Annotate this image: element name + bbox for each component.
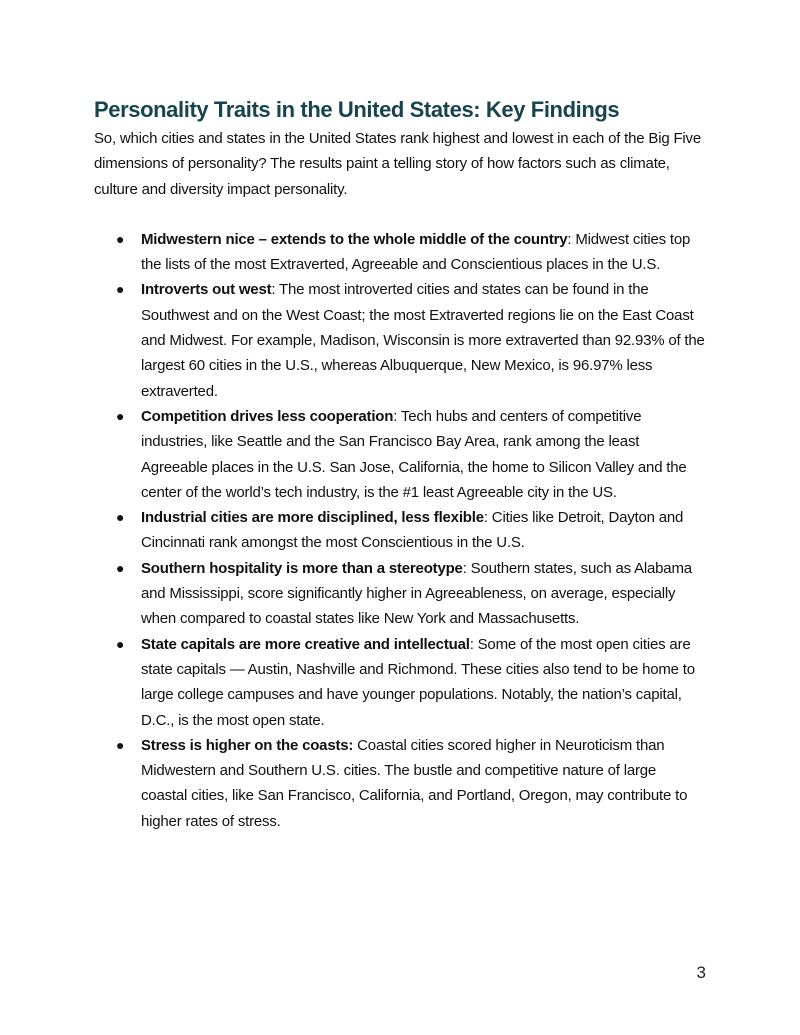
list-item [94,632,706,733]
finding-title: Industrial cities are more disciplined, less flexible [141,509,484,527]
finding-text: Tech hubs and centers of competitive industries, like Seattle and the San Francisco Bay Area, rank among the least Agreeable places in the U.S. San Jose, California, the home to Silicon Valley and the center of the world’s tech industry, is the #1 least Agreeable city in the US. [141,407,687,501]
bullet-icon: ● [116,281,125,298]
finding-title: State capitals are more creative and intellectual [141,635,470,653]
finding-title: Midwestern nice – extends to the whole middle of the country [141,230,568,248]
bullet-icon: ● [116,407,125,424]
list-item [94,505,706,556]
finding-title: Competition drives less cooperation [141,407,394,425]
bullet-icon: ● [116,509,125,526]
bullet-icon: ● [116,559,125,576]
finding-separator: : [469,635,474,653]
document-page [94,96,706,834]
finding-text: Southern states, such as Alabama and Mississippi, score significantly higher in Agreeableness, on average, especially when compared to coastal states like New York and Massachusetts. [141,559,692,628]
finding-text: Cities like Detroit, Dayton and Cincinnati rank amongst the most Conscientious in the U.S. [141,509,684,552]
finding-title: Stress is higher on the coasts: [141,736,354,754]
finding-separator: : [567,230,572,248]
finding-text: Midwest cities top the lists of the most Extraverted, Agreeable and Conscientious places in the U.S. [141,230,691,274]
finding-text: Some of the most open cities are state capitals — Austin, Nashville and Richmond. These cities also tend to be home to large college campuses and have younger populations. Notably, the nation’s capital, D.C., is the most open state. [141,635,695,729]
section-heading: Personality Traits in the United States: Key Findings [94,97,620,122]
finding-title: Southern hospitality is more than a stereotype [141,559,463,577]
finding-text: The most introverted cities and states can be found in the Southwest and on the West Coast; the most Extraverted regions lie on the East Coast and Midwest. For example, Madison, Wisconsin is more extraverted than 92.93% of the largest 60 cities in the U.S., whereas Albuquerque, New Mexico, is 96.97% less extraverted. [141,281,705,400]
finding-text: Coastal cities scored higher in Neuroticism than Midwestern and Southern U.S. cities. The bustle and competitive nature of large coastal cities, like San Francisco, California, and Portland, Oregon, may contribute to higher rates of stress. [141,736,688,830]
intro-paragraph: So, which cities and states in the United States rank highest and lowest in each of the Big Five dimensions of personality? The results paint a telling story of how factors such as climate, culture and diversity impact personality. [94,130,701,198]
list-item [94,227,706,278]
findings-list [94,227,706,834]
list-item [94,404,706,505]
bullet-icon: ● [116,736,125,753]
list-item [94,277,706,403]
finding-separator: : [483,509,488,527]
finding-title: Introverts out west [141,281,272,299]
finding-separator: : [271,281,276,299]
finding-separator: : [393,407,398,425]
bullet-icon: ● [116,635,125,652]
finding-separator: : [462,559,467,577]
list-item [94,556,706,632]
bullet-icon: ● [116,230,125,247]
page-number: 3 [696,963,706,982]
list-item [94,733,706,834]
